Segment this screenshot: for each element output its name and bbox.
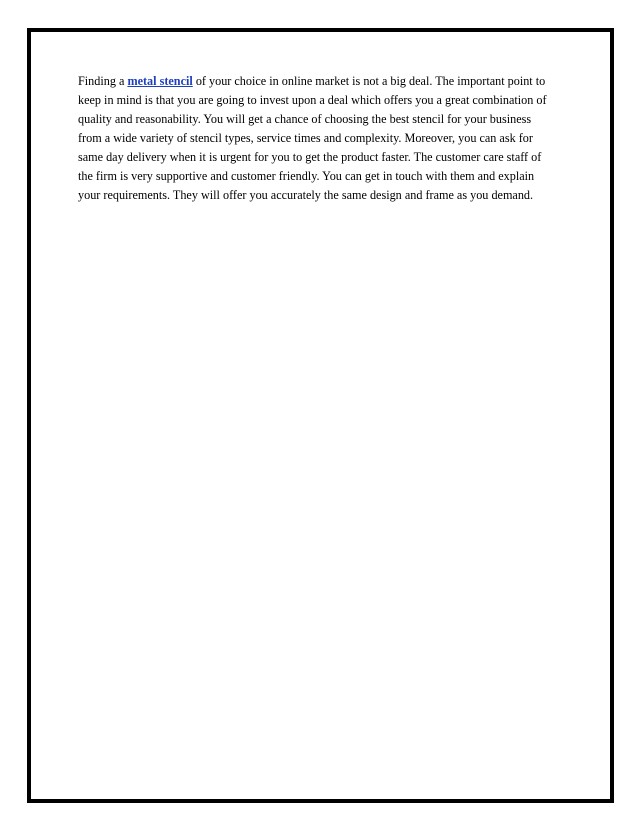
page-border-frame (27, 28, 614, 803)
paragraph-line-7: your requirements. They will offer you accurately the same design and frame as you demand. (78, 188, 534, 202)
paragraph-line-2: keep in mind is that you are going to invest upon a deal which offers you a great combination of (78, 93, 547, 107)
paragraph-line-3: quality and reasonability. You will get a chance of choosing the best stencil for your business (78, 112, 532, 126)
paragraph-line-6: the firm is very supportive and customer friendly. You can get in touch with them and explain (78, 169, 535, 183)
line-1-end-text: of your choice in online market is not a big deal. The important point to (192, 74, 546, 88)
metal-stencil-link[interactable]: metal stencil (127, 74, 193, 88)
line-1-start-text: Finding a (78, 74, 128, 88)
body-paragraph (78, 72, 568, 205)
paragraph-line-5: same day delivery when it is urgent for you to get the product faster. The customer care staff of (78, 150, 542, 164)
paragraph-line-4: from a wide variety of stencil types, service times and complexity. Moreover, you can ask for (78, 131, 533, 145)
paragraph-line-1 (78, 72, 568, 91)
